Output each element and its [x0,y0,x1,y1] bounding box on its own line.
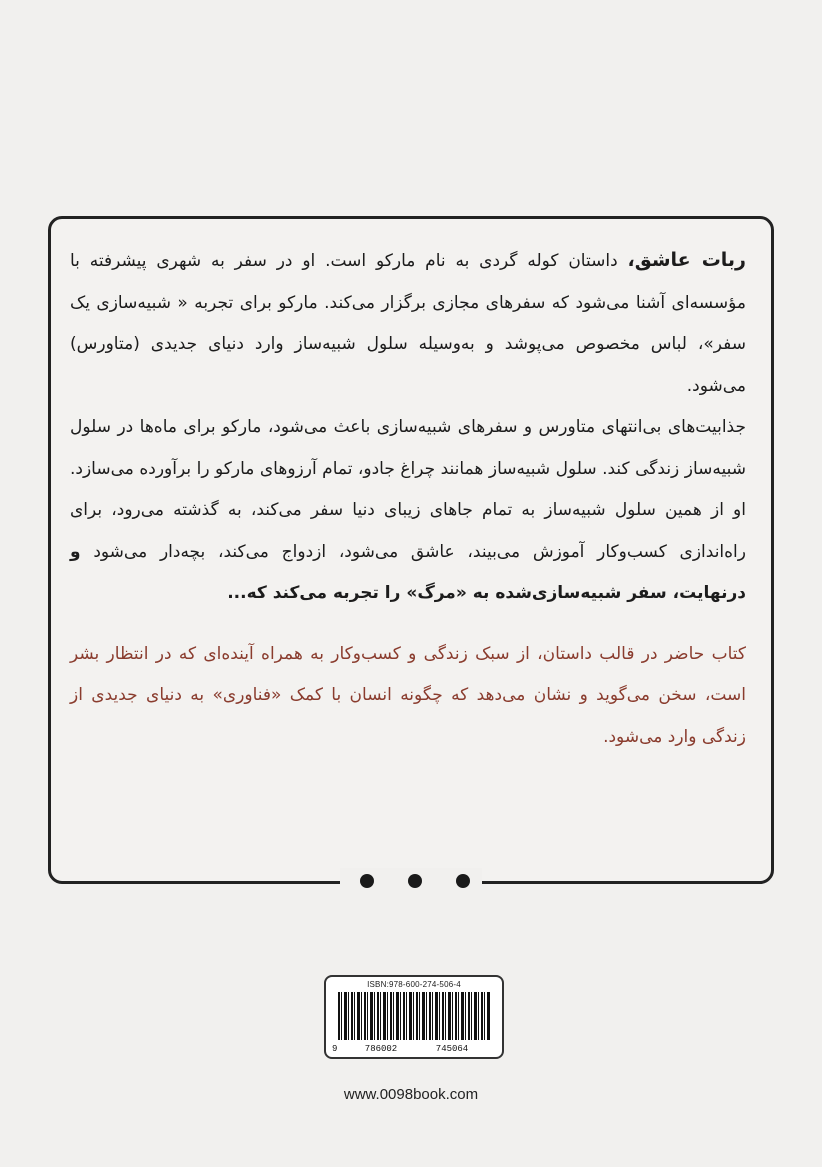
summary-ending: و درنهایت، سفر شبیه‌سازی‌شده به «مرگ» را تجربه می‌کند که... [70,541,746,603]
barcode-digits [332,1043,496,1055]
decorative-dots [360,872,470,890]
barcode-digits-left: 786002 [346,1044,416,1054]
book-title: ربات عاشق، [627,249,746,271]
dot-icon [408,874,422,888]
summary-paragraph [70,240,746,615]
intro-paragraph: کتاب حاضر در قالب داستان، از سبک زندگی و کسب‌وکار به همراه آینده‌ای که در انتظار بشر است، سخن می‌گوید و نشان می‌دهد که چگونه انسان با کمک «فناوری» به دنیای جدیدی از زندگی وارد می‌شود. [70,643,746,747]
barcode-bars-icon [338,992,490,1040]
barcode-digit-lead: 9 [332,1044,338,1054]
isbn-label: ISBN:978-600-274-506-4 [367,980,461,989]
summary-text-2: جذابیت‌های بی‌انتهای متاورس و سفرهای شبیه‌سازی باعث می‌شود، مارکو برای ماه‌ها در سلول شبیه‌ساز زندگی کند. سلول شبیه‌ساز همانند چراغ جادو، تمام آرزوهای مارکو را برآورده می‌سازد. او از همین سلول شبیه‌ساز به تمام جاهای زیبای دنیا سفر می‌کند، به گذشته می‌رود، برای راه‌اندازی کسب‌وکار آموزش می‌بیند، عاشق می‌شود، ازدواج می‌کند، بچه‌دار می‌شود [70,417,746,562]
dot-icon [360,874,374,888]
back-cover-text [70,240,746,758]
dot-icon [456,874,470,888]
summary-text: داستان کوله گردی به نام مارکو است. او در سفر به شهری پیشرفته با مؤسسه‌ای آشنا می‌شود که سفرهای مجازی برگزار می‌کند. مارکو برای تجربه « شبیه‌سازی یک سفر»، لباس مخصوص می‌پوشد و به‌وسیله سلول شبیه‌ساز وارد دنیای جدیدی (متاورس) می‌شود. [70,251,746,396]
barcode-digits-right: 745064 [416,1044,488,1054]
publisher-website: www.0098book.com [343,1086,479,1103]
barcode [324,975,504,1059]
